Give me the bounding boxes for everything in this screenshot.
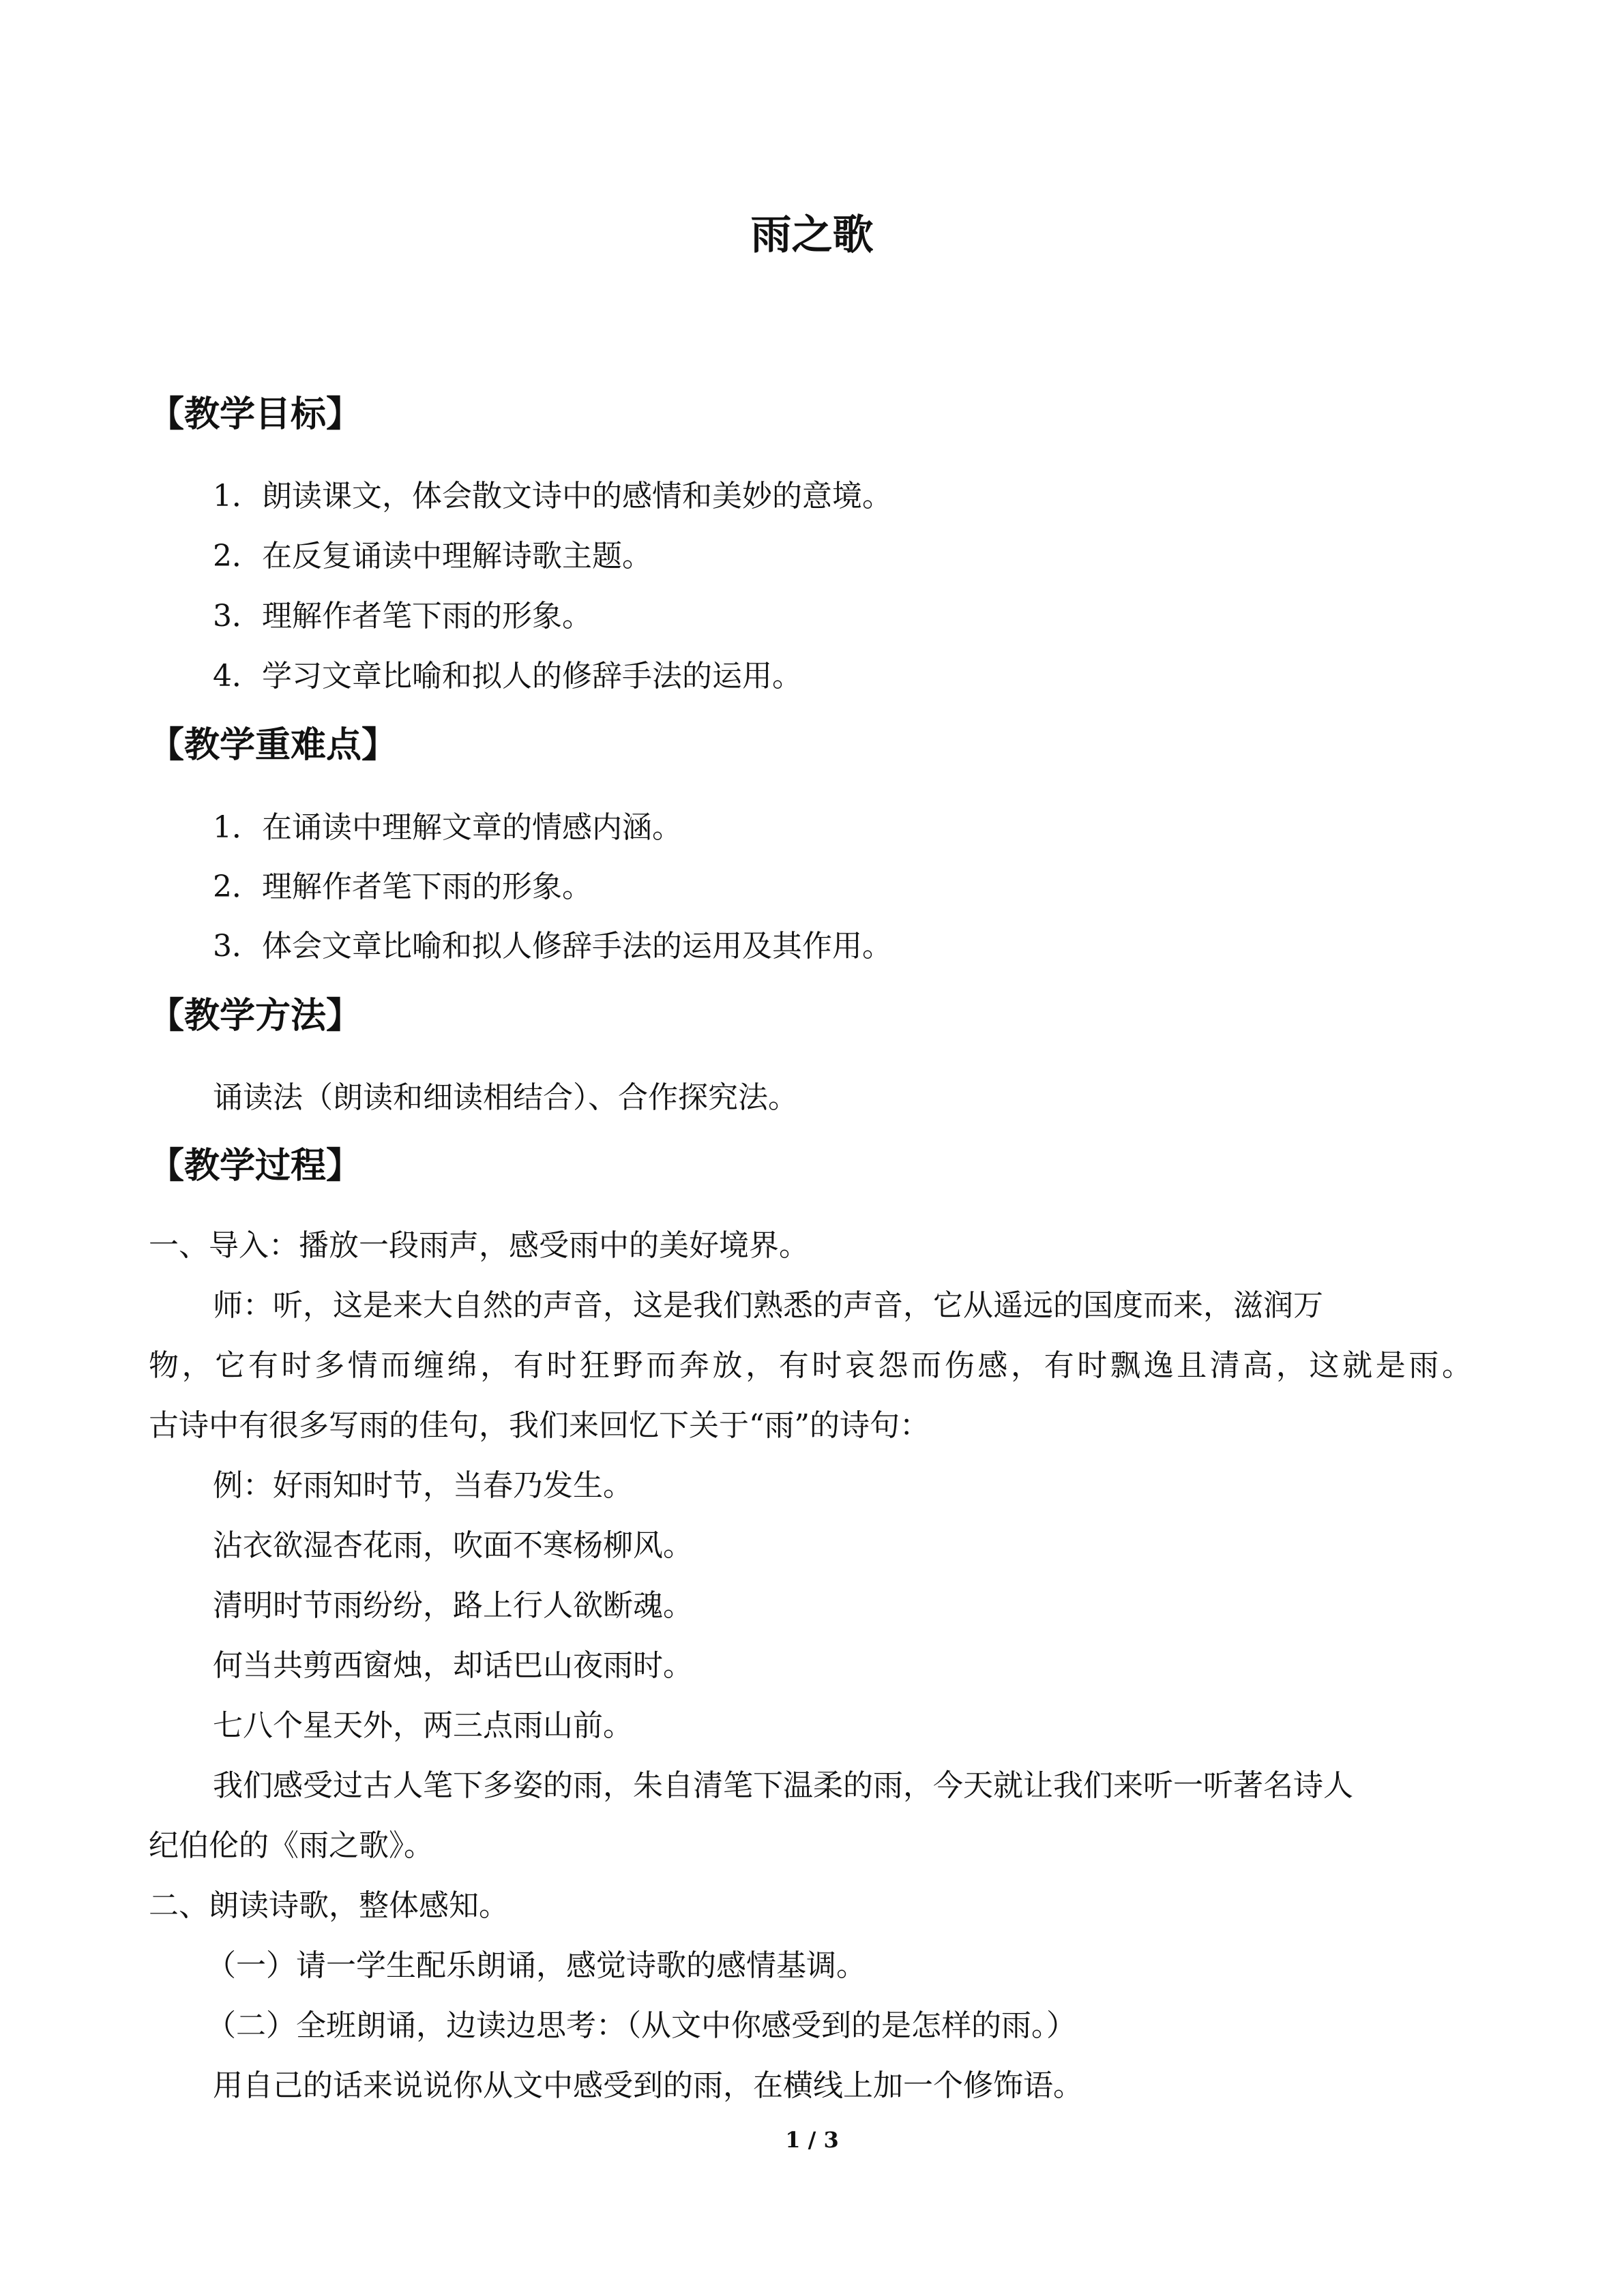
teacher-paragraph-line: 物，它有时多情而缠绵，有时狂野而奔放，有时哀怨而伤感，有时飘逸且清高，这就是雨。: [149, 1348, 1472, 1383]
poem-line: 例：好雨知时节，当春乃发生。: [213, 1468, 633, 1503]
key-point-item: 3．体会文章比喻和拟人修辞手法的运用及其作用。: [213, 929, 892, 964]
poem-line: 何当共剪西窗烛，却话巴山夜雨时。: [213, 1648, 693, 1683]
step2-subitem: （一）请一学生配乐朗诵，感觉诗歌的感情基调。: [206, 1948, 866, 1983]
key-point-item: 1．在诵读中理解文章的情感内涵。: [213, 810, 682, 845]
teacher-paragraph-line: 古诗中有很多写雨的佳句，我们来回忆下关于“雨”的诗句：: [149, 1408, 930, 1443]
key-point-item: 2．理解作者笔下雨的形象。: [213, 869, 592, 904]
step1-title: 一、导入：播放一段雨声，感受雨中的美好境界。: [149, 1228, 809, 1263]
objective-item: 4．学习文章比喻和拟人的修辞手法的运用。: [213, 659, 802, 694]
teacher-paragraph-line: 师：听，这是来大自然的声音，这是我们熟悉的声音，它从遥远的国度而来，滋润万: [213, 1288, 1323, 1323]
page-number: 1 / 3: [785, 2127, 839, 2153]
objective-item: 3．理解作者笔下雨的形象。: [213, 599, 592, 633]
step2-instruction: 用自己的话来说说你从文中感受到的雨，在横线上加一个修饰语。: [213, 2068, 1083, 2103]
step2-title: 二、朗读诗歌，整体感知。: [149, 1888, 509, 1923]
step2-subitem: （二）全班朗诵，边读边思考：（从文中你感受到的是怎样的雨。）: [206, 2008, 1076, 2043]
objective-item: 1．朗读课文，体会散文诗中的感情和美妙的意境。: [213, 479, 892, 513]
methods-text: 诵读法（朗读和细读相结合）、合作探究法。: [213, 1080, 798, 1115]
transition-paragraph-line: 纪伯伦的《雨之歌》。: [149, 1828, 434, 1863]
objectives-heading: 【教学目标】: [149, 394, 362, 435]
transition-paragraph-line: 我们感受过古人笔下多姿的雨，朱自清笔下温柔的雨，今天就让我们来听一听著名诗人: [213, 1768, 1353, 1803]
methods-heading: 【教学方法】: [149, 996, 362, 1037]
poem-line: 七八个星天外，两三点雨山前。: [213, 1708, 633, 1743]
objective-item: 2．在反复诵读中理解诗歌主题。: [213, 539, 652, 573]
key-points-heading: 【教学重难点】: [149, 725, 398, 766]
document-title: 雨之歌: [750, 211, 874, 259]
poem-line: 清明时节雨纷纷，路上行人欲断魂。: [213, 1588, 693, 1623]
process-heading: 【教学过程】: [149, 1146, 362, 1187]
poem-line: 沾衣欲湿杏花雨，吹面不寒杨柳风。: [213, 1528, 693, 1563]
